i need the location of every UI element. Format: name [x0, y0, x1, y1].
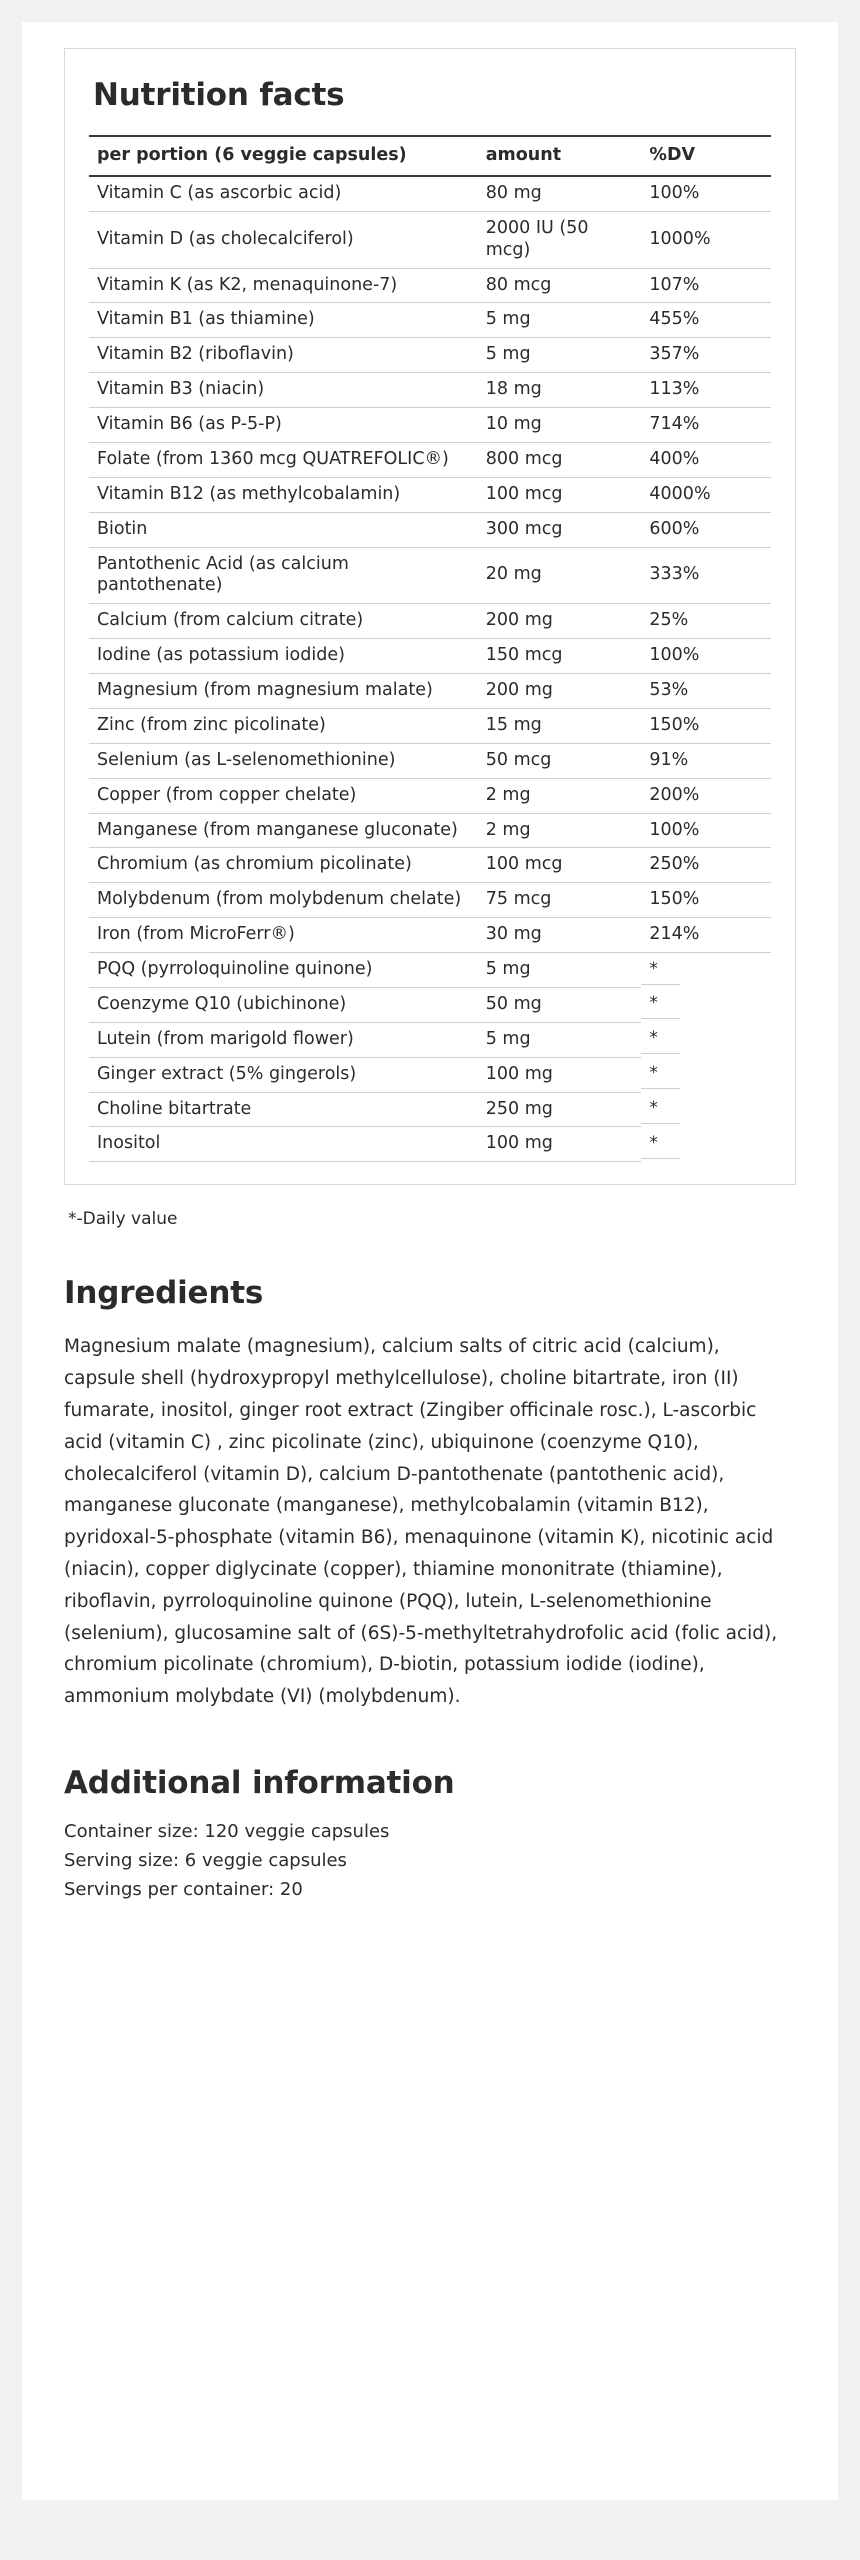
- list-item: Container size: 120 veggie capsules: [64, 1821, 390, 1842]
- ingredients-text: Magnesium malate (magnesium), calcium salts of citric acid (calcium), capsule shell (hydroxypropyl methylcellulose), choline bitartrate, iron (II) fumarate, inositol, ginger root extract (Zingiber officinale rosc.), L-ascorbic acid (vitamin C) , zinc picolinate (zinc), ubiquinone (coenzyme Q10), cholecalciferol (vitamin D), calcium D-pantothenate (pantothenic acid), manganese gluconate (manganese), methylcobalamin (vitamin B12), pyridoxal-5-phosphate (vitamin B6), menaquinone (vitamin K), nicotinic acid (niacin), copper diglycinate (copper), thiamine mononitrate (thiamine), riboflavin, pyrroloquinoline quinone (PQQ), lutein, L-selenomethionine (selenium), glucosamine salt of (6S)-5-methyltetrahydrofolic acid (folic acid), chromium picolinate (chromium), D-biotin, potassium iodide (iodine), ammonium molybdate (VI) (molybdenum).: [64, 1336, 778, 1708]
- nutrient-dv: 250%: [641, 848, 771, 883]
- nutrient-amount: 80 mg: [478, 176, 642, 211]
- nutrient-name: Zinc (from zinc picolinate): [89, 708, 478, 743]
- nutrient-name: Vitamin B1 (as thiamine): [89, 303, 478, 338]
- nutrient-amount: 10 mg: [478, 408, 642, 443]
- column-header-dv: %DV: [641, 136, 771, 176]
- nutrient-amount: 75 mcg: [478, 883, 642, 918]
- table-row: [89, 1022, 771, 1057]
- nutrient-amount: 5 mg: [478, 1022, 642, 1057]
- table-row: [89, 211, 771, 268]
- nutrient-amount: 200 mg: [478, 604, 642, 639]
- nutrient-dv: 357%: [641, 338, 771, 373]
- nutrient-dv: 400%: [641, 442, 771, 477]
- ingredients-section: [64, 1275, 796, 1713]
- additional-information-list: [64, 1817, 796, 1904]
- nutrient-dv: 113%: [641, 373, 771, 408]
- nutrient-amount: 100 mcg: [478, 848, 642, 883]
- table-row: [89, 268, 771, 303]
- nutrient-name: Vitamin C (as ascorbic acid): [89, 176, 478, 211]
- nutrient-name: Copper (from copper chelate): [89, 778, 478, 813]
- nutrition-facts-body: [89, 176, 771, 1162]
- table-row: [89, 477, 771, 512]
- nutrient-amount: 80 mcg: [478, 268, 642, 303]
- nutrient-dv: *: [641, 1129, 680, 1159]
- nutrient-dv: 100%: [641, 639, 771, 674]
- nutrient-dv: 1000%: [641, 211, 771, 268]
- table-row: [89, 547, 771, 604]
- nutrient-dv: 150%: [641, 708, 771, 743]
- list-item: Servings per container: 20: [64, 1879, 303, 1901]
- nutrient-amount: 5 mg: [478, 303, 642, 338]
- nutrient-dv: 91%: [641, 743, 771, 778]
- table-row: [89, 1057, 771, 1092]
- table-row: [89, 604, 771, 639]
- nutrient-name: Biotin: [89, 512, 478, 547]
- nutrient-name: Selenium (as L-selenomethionine): [89, 743, 478, 778]
- nutrient-name: Lutein (from marigold flower): [89, 1022, 478, 1057]
- nutrient-dv: *: [641, 1024, 680, 1054]
- table-header-row: [89, 136, 771, 176]
- table-row: [89, 303, 771, 338]
- nutrient-amount: 5 mg: [478, 953, 642, 988]
- nutrient-name: PQQ (pyrroloquinoline quinone): [89, 953, 478, 988]
- table-row: [89, 512, 771, 547]
- nutrient-dv: *: [641, 989, 680, 1019]
- nutrient-amount: 30 mg: [478, 918, 642, 953]
- table-row: [89, 442, 771, 477]
- additional-information-section: [64, 1765, 796, 1904]
- column-header-portion: per portion (6 veggie capsules): [89, 136, 478, 176]
- nutrient-name: Manganese (from manganese gluconate): [89, 813, 478, 848]
- nutrient-dv: 100%: [641, 176, 771, 211]
- list-item: Serving size: 6 veggie capsules: [64, 1850, 347, 1872]
- nutrient-name: Chromium (as chromium picolinate): [89, 848, 478, 883]
- table-row: [89, 987, 771, 1022]
- table-row: [89, 338, 771, 373]
- nutrition-facts-header: [89, 136, 771, 176]
- nutrient-name: Coenzyme Q10 (ubichinone): [89, 987, 478, 1022]
- table-row: [89, 373, 771, 408]
- nutrient-amount: 100 mcg: [478, 477, 642, 512]
- table-row: [89, 639, 771, 674]
- table-row: [89, 918, 771, 953]
- table-row: [89, 176, 771, 211]
- table-row: [89, 883, 771, 918]
- nutrient-name: Vitamin B3 (niacin): [89, 373, 478, 408]
- table-row: [89, 953, 771, 988]
- nutrient-dv: 107%: [641, 268, 771, 303]
- nutrient-name: Inositol: [89, 1127, 478, 1162]
- nutrient-amount: 2 mg: [478, 813, 642, 848]
- nutrient-dv: 214%: [641, 918, 771, 953]
- nutrient-name: Iodine (as potassium iodide): [89, 639, 478, 674]
- table-row: [89, 708, 771, 743]
- nutrient-amount: 2000 IU (50 mcg): [478, 211, 642, 268]
- nutrient-amount: 20 mg: [478, 547, 642, 604]
- table-row: [89, 813, 771, 848]
- nutrient-dv: 200%: [641, 778, 771, 813]
- nutrient-dv: 53%: [641, 674, 771, 709]
- nutrient-name: Ginger extract (5% gingerols): [89, 1057, 478, 1092]
- nutrient-dv: 150%: [641, 883, 771, 918]
- nutrient-dv: *: [641, 1094, 680, 1124]
- nutrient-dv: 4000%: [641, 477, 771, 512]
- nutrient-amount: 250 mg: [478, 1092, 642, 1127]
- nutrient-amount: 100 mg: [478, 1057, 642, 1092]
- nutrient-amount: 50 mg: [478, 987, 642, 1022]
- nutrient-name: Calcium (from calcium citrate): [89, 604, 478, 639]
- nutrient-name: Magnesium (from magnesium malate): [89, 674, 478, 709]
- nutrient-amount: 18 mg: [478, 373, 642, 408]
- daily-value-footnote: *-Daily value: [68, 1209, 178, 1230]
- table-row: [89, 408, 771, 443]
- nutrient-dv: 333%: [641, 547, 771, 604]
- nutrient-dv: 600%: [641, 512, 771, 547]
- nutrition-facts-table: [89, 135, 771, 1162]
- nutrient-dv: 25%: [641, 604, 771, 639]
- nutrient-amount: 300 mcg: [478, 512, 642, 547]
- additional-information-title: Additional information: [64, 1765, 455, 1801]
- nutrient-name: Iron (from MicroFerr®): [89, 918, 478, 953]
- nutrient-name: Pantothenic Acid (as calcium pantothenate): [89, 547, 478, 604]
- nutrient-amount: 5 mg: [478, 338, 642, 373]
- ingredients-title: Ingredients: [64, 1275, 264, 1312]
- table-row: [89, 1127, 771, 1162]
- nutrient-name: Vitamin B2 (riboflavin): [89, 338, 478, 373]
- nutrient-name: Molybdenum (from molybdenum chelate): [89, 883, 478, 918]
- nutrient-dv: *: [641, 955, 680, 985]
- product-info-sheet: [22, 22, 838, 2500]
- nutrient-amount: 15 mg: [478, 708, 642, 743]
- table-row: [89, 848, 771, 883]
- table-row: [89, 778, 771, 813]
- nutrition-facts-title: Nutrition facts: [93, 77, 345, 113]
- table-row: [89, 1092, 771, 1127]
- nutrient-amount: 50 mcg: [478, 743, 642, 778]
- nutrient-amount: 200 mg: [478, 674, 642, 709]
- nutrient-dv: 455%: [641, 303, 771, 338]
- nutrient-dv: 100%: [641, 813, 771, 848]
- nutrient-amount: 100 mg: [478, 1127, 642, 1162]
- nutrient-dv: 714%: [641, 408, 771, 443]
- nutrient-name: Vitamin B12 (as methylcobalamin): [89, 477, 478, 512]
- table-row: [89, 743, 771, 778]
- table-row: [89, 674, 771, 709]
- nutrition-facts-panel: [64, 48, 796, 1185]
- nutrient-amount: 800 mcg: [478, 442, 642, 477]
- nutrient-name: Choline bitartrate: [89, 1092, 478, 1127]
- column-header-amount: amount: [478, 136, 642, 176]
- nutrient-dv: *: [641, 1059, 680, 1089]
- nutrient-name: Vitamin D (as cholecalciferol): [89, 211, 478, 268]
- nutrient-amount: 2 mg: [478, 778, 642, 813]
- nutrient-name: Folate (from 1360 mcg QUATREFOLIC®): [89, 442, 478, 477]
- nutrient-name: Vitamin B6 (as P-5-P): [89, 408, 478, 443]
- nutrient-name: Vitamin K (as K2, menaquinone-7): [89, 268, 478, 303]
- nutrient-amount: 150 mcg: [478, 639, 642, 674]
